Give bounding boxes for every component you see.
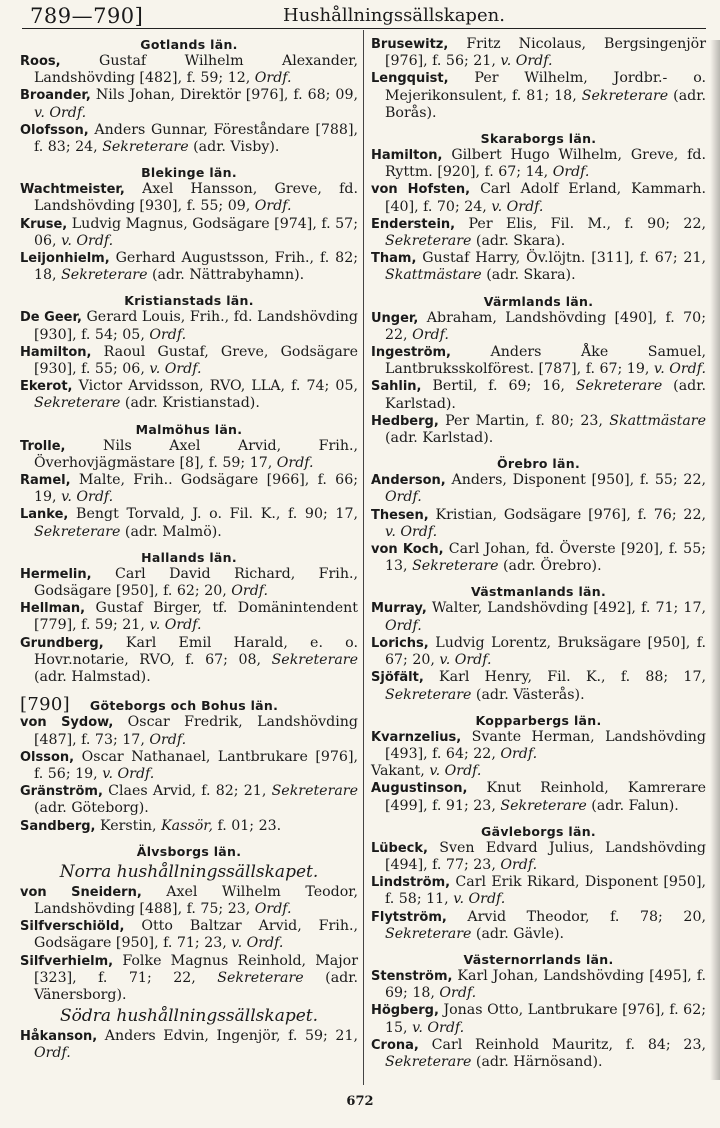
list-item <box>20 749 358 783</box>
list-item <box>371 909 706 943</box>
section-heading <box>20 292 358 309</box>
entry-address: (adr. Borås). <box>385 87 706 121</box>
entry-role: v. Ordf. <box>491 198 544 215</box>
entry-role: Sekreterare <box>271 783 358 800</box>
entry-role: v. Ordf. <box>412 1019 465 1036</box>
entry-details: Nils Johan, Direktör [976], f. 68; 09, <box>90 87 358 104</box>
section-heading <box>20 843 358 860</box>
entry-details: Carl Reinhold Mauritz, f. 84; 23, <box>418 1036 706 1053</box>
list-item <box>371 147 706 181</box>
entry-details: Karl Johan, Landshövding [495], f. 69; 18, <box>385 967 706 1002</box>
entry-details: Axel Hansson, Greve, fd. Landshövding [930], f. 55; 09, <box>34 181 358 215</box>
entry-role: Sekreterare <box>385 1053 472 1070</box>
list-item <box>371 413 706 447</box>
entry-details: Gilbert Hugo Wilhelm, Greve, fd. Ryttm. [920], f. 67; 14, <box>385 147 706 181</box>
entry-details: Victor Arvidsson, RVO, LLA, f. 74; 05, <box>72 378 358 395</box>
list-item <box>20 181 358 215</box>
entry-address: (adr. Skara). <box>471 233 566 250</box>
entry-surname: Thesen, <box>371 507 429 523</box>
entry-details: Bertil, f. 69; 16, <box>421 378 576 395</box>
entry-role: v. Ordf. <box>149 361 202 378</box>
entry-details: Gustaf Wilhelm Alexander, Landshövding [482], f. 59; 12, <box>34 53 358 87</box>
entry-role: Sekreterare <box>575 378 663 395</box>
list-item <box>20 122 358 156</box>
list-item <box>20 438 358 472</box>
entry-address: (adr. Visby). <box>188 139 280 156</box>
list-item <box>20 566 358 600</box>
list-item <box>371 763 706 780</box>
entry-details: Knut Reinhold, Kamrerare [499], f. 91; 23, <box>385 780 706 814</box>
list-item <box>371 840 706 874</box>
entry-role: Ordf. <box>149 731 187 748</box>
entry-role: v. Ordf. <box>653 361 706 378</box>
entry-role: Sekreterare <box>500 797 587 814</box>
section-heading-text: Örebro län. <box>497 456 580 472</box>
section-heading <box>371 293 706 310</box>
entry-surname: De Geer, <box>20 310 82 326</box>
entry-details: Gerhard Augustsson, Frih., f. 82; 18, <box>34 250 358 284</box>
entry-role: Skattmästare <box>609 412 706 429</box>
section-heading-text: Hallands län. <box>141 549 237 565</box>
entry-role: Ordf. <box>552 164 590 181</box>
entry-surname: Lindström, <box>371 875 451 891</box>
entry-surname: Wachtmeister, <box>20 182 125 198</box>
list-item <box>371 216 706 250</box>
entry-surname: Olsson, <box>20 749 75 765</box>
list-item <box>20 818 358 835</box>
list-item <box>20 918 358 952</box>
entry-details: Bengt Torvald, J. o. Fil. K., f. 90; 17, <box>68 506 358 523</box>
entry-details: Malte, Frih.. Godsägare [966], f. 66; 19, <box>34 472 358 506</box>
entry-surname: Lanke, <box>20 507 69 523</box>
entry-address: (adr. Falun). <box>586 797 679 814</box>
entry-role: Ordf. <box>385 617 422 634</box>
list-item <box>371 968 706 1002</box>
list-item <box>20 783 358 817</box>
entry-surname: Kvarnzelius, <box>371 729 462 745</box>
entry-surname: Sahlin, <box>371 379 422 395</box>
entry-details: Ludvig Lorentz, Bruksägare [950], f. 67; 20, <box>385 634 706 669</box>
entry-surname: Gränström, <box>20 784 103 800</box>
entry-surname: Trolle, <box>20 438 66 454</box>
entry-details: Anders Gunnar, Föreståndare [788], f. 83; 24, <box>34 121 358 156</box>
list-item <box>20 309 358 343</box>
entry-details: Karl Emil Harald, e. o. Hovr.notarie, RVO, f. 67; 08, <box>34 634 358 668</box>
entry-role: Ordf. <box>439 985 477 1002</box>
list-item <box>371 507 706 541</box>
list-item <box>371 344 706 378</box>
entry-role: v. Ordf. <box>453 891 506 908</box>
entry-role: Ordf. <box>254 198 292 215</box>
entry-role: Ordf. <box>276 454 314 471</box>
list-item <box>371 669 706 703</box>
list-item <box>371 600 706 634</box>
list-item <box>371 780 706 814</box>
entry-address: (adr. Örebro). <box>498 558 602 575</box>
section-heading <box>20 549 358 566</box>
entry-details: Ludvig Magnus, Godsägare [974], f. 57; 06, <box>34 215 358 249</box>
entry-surname: Lübeck, <box>371 840 428 856</box>
entry-surname: Silfverschiöld, <box>20 919 125 935</box>
list-item <box>20 884 358 918</box>
entry-address: (adr. Halmstad). <box>34 669 151 686</box>
section-heading-text: Värmlands län. <box>483 293 594 309</box>
list-item <box>371 472 706 506</box>
entry-role: Sekreterare <box>385 233 472 250</box>
section-heading <box>371 455 706 472</box>
list-item <box>20 216 358 250</box>
list-item <box>20 378 358 412</box>
entry-address: f. 01; 23. <box>212 817 282 834</box>
entry-address: (adr. Skara). <box>481 267 576 284</box>
entry-surname: Murray, <box>371 601 427 617</box>
section-heading <box>371 823 706 840</box>
entry-surname: Grundberg, <box>20 635 104 651</box>
entry-details: Anders Åke Samuel, Lantbruksskolförest. [787], f. 67; 19, <box>385 344 706 378</box>
entry-surname: Hamilton, <box>371 148 443 164</box>
list-item <box>20 714 358 748</box>
entry-surname: Ekerot, <box>20 379 73 395</box>
entry-details: Otto Baltzar Arvid, Frih., Godsägare [950], f. 71; 23, <box>34 918 358 952</box>
list-item <box>20 635 358 687</box>
list-item <box>371 250 706 284</box>
entry-role: v. Ordf. <box>61 489 114 506</box>
entry-address: (adr. Härnösand). <box>471 1053 603 1070</box>
entry-details: Abraham, Landshövding [490], f. 70; 22, <box>385 309 706 343</box>
list-item <box>371 310 706 344</box>
list-item <box>20 53 358 87</box>
entry-surname: Kruse, <box>20 216 68 232</box>
entry-details: Carl Adolf Erland, Kammarh. [40], f. 70; 24, <box>385 181 707 215</box>
section-heading-text: Skaraborgs län. <box>480 131 597 147</box>
entry-role: Ordf. <box>500 745 538 762</box>
entry-surname: Hermelin, <box>20 566 92 582</box>
entry-surname: Ingeström, <box>371 345 451 361</box>
entry-address: (adr. Kristianstad). <box>120 395 260 412</box>
entry-surname: von Hofsten, <box>371 182 471 198</box>
entry-role: v. Ordf. <box>102 765 155 782</box>
society-heading: Norra hushållningssällskapet. <box>59 861 319 882</box>
entry-role: Skattmästare <box>385 267 482 284</box>
entry-surname: Hellman, <box>20 601 86 617</box>
entry-details: Claes Arvid, f. 82; 21, <box>102 783 272 800</box>
entry-role: Sekreterare <box>581 87 669 104</box>
entry-address: (adr. Göteborg). <box>34 800 149 817</box>
entry-address: (adr. Nättrabyhamn). <box>147 267 305 284</box>
entry-surname: Ramel, <box>20 473 71 489</box>
entry-role: Ordf. <box>254 900 292 917</box>
entry-address: (adr. Malmö). <box>120 523 222 540</box>
section-heading <box>20 421 358 438</box>
entry-role: Sekreterare <box>217 969 304 986</box>
list-item <box>371 541 706 575</box>
section-heading-text: Gotlands län. <box>140 37 238 52</box>
entry-role: Sekreterare <box>34 523 121 540</box>
section-heading <box>371 951 706 968</box>
left-column <box>20 36 358 1063</box>
entry-details: Carl Johan, fd. Överste [920], f. 55; 13, <box>385 541 706 575</box>
entry-role: Ordf. <box>34 1045 71 1062</box>
entry-surname: Anderson, <box>371 473 446 489</box>
entry-details: Gustaf Birger, tf. Domänintendent [779], f. 59; 21, <box>34 600 358 634</box>
entry-details: Sven Edvard Julius, Landshövding [494], f. 77; 23, <box>385 839 706 873</box>
entry-role: Sekreterare <box>385 686 472 703</box>
entry-details: Kristian, Godsägare [976], f. 76; 22, <box>428 506 706 523</box>
entry-details: Anders, Disponent [950], f. 55; 22, <box>445 472 706 489</box>
section-heading-text: Västmanlands län. <box>470 584 607 600</box>
section-heading <box>20 696 358 714</box>
entry-address: (adr. Karlstad). <box>385 378 706 412</box>
entry-role: v. Ordf. <box>61 232 114 249</box>
entry-surname: von Sydow, <box>20 715 114 731</box>
entry-surname: Unger, <box>371 310 419 326</box>
header-rule <box>22 28 706 29</box>
entry-surname: Högberg, <box>371 1003 439 1019</box>
entry-details: Arvid Theodor, f. 78; 20, <box>446 908 706 925</box>
entry-surname: Crona, <box>371 1037 419 1053</box>
entry-details: Walter, Landshövding [492], f. 71; 17, <box>426 600 706 617</box>
list-item <box>20 600 358 634</box>
entry-details: Jonas Otto, Lantbrukare [976], f. 62; 15, <box>385 1002 706 1036</box>
list-item <box>20 953 358 1005</box>
entry-role: Sekreterare <box>271 651 358 668</box>
page-marker: [790] <box>20 694 70 716</box>
list-item <box>20 1028 358 1062</box>
entry-role: v. Ordf. <box>439 652 492 669</box>
entry-surname: von Sneidern, <box>20 884 142 900</box>
entry-role: v. Ordf. <box>231 935 284 952</box>
list-item <box>371 729 706 763</box>
section-heading-text: Västernorrlands län. <box>463 951 614 967</box>
entry-surname: Flytström, <box>371 909 447 925</box>
entry-role: Ordf. <box>500 856 538 873</box>
list-item <box>371 1037 706 1071</box>
entry-surname: von Koch, <box>371 542 444 558</box>
list-item <box>20 344 358 378</box>
list-item <box>371 874 706 908</box>
entry-address: (adr. Gävle). <box>471 925 565 942</box>
entry-role: Ordf. <box>412 326 449 343</box>
section-heading <box>371 130 706 147</box>
entry-role: Ordf. <box>254 70 292 87</box>
section-heading-text: Blekinge län. <box>141 165 237 181</box>
entry-role: Sekreterare <box>385 925 472 942</box>
entry-role: Ordf. <box>149 326 187 343</box>
entry-surname: Hedberg, <box>371 413 439 429</box>
entry-surname: Sjöfält, <box>371 670 424 686</box>
entry-details: Vakant, <box>371 763 430 780</box>
entry-role: Sekreterare <box>61 267 148 284</box>
page-header <box>0 0 720 30</box>
entry-details: Folke Magnus Reinhold, Major [323], f. 71; 22, <box>34 952 358 986</box>
entry-details: Carl Erik Rikard, Disponent [950], f. 58; 11, <box>385 874 706 908</box>
section-heading <box>20 36 358 53</box>
entry-role: Sekreterare <box>102 139 189 156</box>
section-heading <box>371 583 706 600</box>
column-divider <box>363 30 364 1085</box>
entry-details: Oscar Nathanael, Lantbrukare [976], f. 56; 19, <box>34 748 358 782</box>
entry-details: Fritz Nicolaus, Bergsingenjör [976], f. 56; 21, <box>385 36 706 70</box>
entry-details: Svante Herman, Landshövding [493], f. 64; 22, <box>385 728 706 762</box>
list-item <box>371 1002 706 1036</box>
entry-details: Per Wilhelm, Jordbr.- o. Mejerikonsulent, f. 81; 18, <box>385 70 706 104</box>
entry-surname: Augustinson, <box>371 781 468 797</box>
entry-surname: Broander, <box>20 88 91 104</box>
section-heading-text: Gävleborgs län. <box>481 823 596 839</box>
entry-surname: Roos, <box>20 54 61 69</box>
entry-details: Per Elis, Fil. M., f. 90; 22, <box>455 215 706 232</box>
list-item <box>371 36 706 70</box>
entry-surname: Lengquist, <box>371 71 449 87</box>
entry-role: Ordf. <box>385 489 422 506</box>
entry-details: Oscar Fredrik, Landshövding [487], f. 73; 17, <box>34 714 358 748</box>
page-range: 789—790] <box>30 4 144 28</box>
entry-details: Karl Henry, Fil. K., f. 88; 17, <box>423 669 706 686</box>
entry-surname: Hamilton, <box>20 344 92 360</box>
entry-surname: Olofsson, <box>20 122 89 138</box>
list-item <box>20 472 358 506</box>
society-heading: Södra hushållningssällskapet. <box>59 1006 319 1027</box>
entry-role: Ordf. <box>231 583 269 600</box>
list-item <box>371 378 706 412</box>
section-heading-text: Kopparbergs län. <box>475 712 602 728</box>
entry-details: Per Martin, f. 80; 23, <box>438 412 610 429</box>
section-heading-text: Älvsborgs län. <box>136 843 242 859</box>
entry-role: v. Ordf. <box>149 617 202 634</box>
list-item <box>20 250 358 284</box>
entry-role: Kassör, <box>161 817 213 834</box>
list-item <box>20 87 358 121</box>
entry-details: Nils Axel Arvid, Frih., Överhovjägmästare [8], f. 59; 17, <box>34 437 358 471</box>
entry-role: v. Ordf. <box>34 104 87 121</box>
page-edge-shadow <box>710 40 720 1080</box>
entry-role: Sekreterare <box>412 558 499 575</box>
entry-address: (adr. Västerås). <box>471 686 585 703</box>
entry-details: Gerard Louis, Frih., fd. Landshövding [930], f. 54; 05, <box>34 309 358 343</box>
entry-surname: Brusewitz, <box>371 37 449 52</box>
page-folio: 672 <box>346 1094 374 1109</box>
section-heading <box>20 164 358 181</box>
entry-details: Axel Wilhelm Teodor, Landshövding [488], f. 75; 23, <box>34 883 358 917</box>
entry-surname: Håkanson, <box>20 1029 98 1045</box>
section-heading-text: Kristianstads län. <box>124 293 254 309</box>
list-item <box>20 506 358 540</box>
entry-role: v. Ordf. <box>500 53 553 70</box>
entry-role: Sekreterare <box>34 395 121 412</box>
right-column <box>371 36 706 1071</box>
entry-details: Raoul Gustaf, Greve, Godsägare [930], f. 55; 06, <box>34 343 358 378</box>
entry-address: (adr. Vänersborg). <box>34 969 358 1003</box>
list-item <box>371 635 706 669</box>
entry-surname: Lorichs, <box>371 635 429 651</box>
list-item <box>371 181 706 215</box>
entry-address: (adr. Karlstad). <box>385 430 494 447</box>
entry-role: v. Ordf. <box>429 763 482 780</box>
entry-details: Anders Edvin, Ingenjör, f. 59; 21, <box>97 1028 358 1045</box>
list-item <box>371 70 706 122</box>
section-heading <box>371 712 706 729</box>
entry-surname: Stenström, <box>371 968 453 984</box>
section-heading-text: Göteborgs och Bohus län. <box>89 698 279 714</box>
entry-details: Gustaf Harry, Öv.löjtn. [311], f. 67; 21, <box>416 250 706 267</box>
entry-surname: Tham, <box>371 251 417 267</box>
running-title: Hushållningssällskapen. <box>283 5 505 26</box>
entry-surname: Leijonhielm, <box>20 251 110 267</box>
entry-surname: Silfverhielm, <box>20 953 114 969</box>
entry-role: v. Ordf. <box>385 523 438 540</box>
entry-details: Kerstin, <box>95 817 162 834</box>
entry-surname: Sandberg, <box>20 818 96 834</box>
section-heading-text: Malmöhus län. <box>135 421 243 437</box>
entry-surname: Enderstein, <box>371 216 456 232</box>
entry-details: Carl David Richard, Frih., Godsägare [950], f. 62; 20, <box>34 565 358 600</box>
